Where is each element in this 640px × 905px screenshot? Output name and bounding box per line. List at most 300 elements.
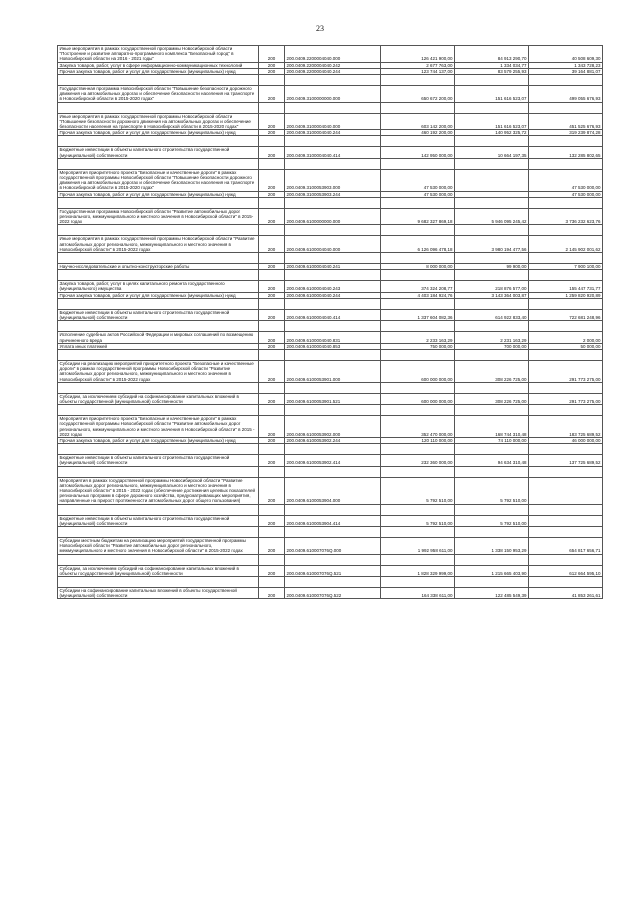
spacer-cell [381, 466, 455, 477]
admin-code-cell: 200 [259, 437, 285, 443]
spacer-cell [58, 75, 259, 86]
table-row [58, 130, 603, 136]
spacer-cell [259, 554, 285, 565]
approved-amount-cell: 1 828 329 999,00 [381, 565, 455, 576]
spacer-cell [381, 554, 455, 565]
classification-code-cell: 200.0409.6100004040.414 [285, 309, 381, 320]
admin-code-cell: 200 [259, 191, 285, 197]
approved-amount-cell: 120 110 000,00 [381, 437, 455, 443]
remaining-amount-cell: 1 343 728,23 [529, 62, 603, 68]
approved-amount-cell: 164 338 611,00 [381, 587, 455, 598]
table-spacer-row [58, 382, 603, 393]
table-spacer-row [58, 349, 603, 360]
executed-amount-cell: 10 664 197,35 [455, 147, 529, 158]
classification-code-cell: 200.0409.6100004040.241 [285, 264, 381, 270]
spacer-cell [381, 504, 455, 515]
spacer-cell [259, 504, 285, 515]
classification-code-cell: 200.0409.3100053903.000 [285, 169, 381, 191]
admin-code-cell: 200 [259, 86, 285, 103]
spacer-cell [259, 136, 285, 147]
expense-name-cell: Уплата иных платежей [58, 343, 259, 349]
spacer-cell [259, 444, 285, 455]
spacer-cell [58, 405, 259, 416]
spacer-cell [529, 349, 603, 360]
classification-code-cell: 200.0409.6100053902.244 [285, 437, 381, 443]
expense-name-cell: Субсидии, за исключением субсидий на софинансирование капитальных вложений в объекты государственной (муниципальной) собственности [58, 565, 259, 576]
table-spacer-row [58, 225, 603, 236]
spacer-cell [381, 382, 455, 393]
expense-name-cell: Прочая закупка товаров, работ и услуг для государственных (муниципальных) нужд [58, 191, 259, 197]
remaining-amount-cell: 291 773 275,00 [529, 393, 603, 404]
spacer-cell [285, 102, 381, 113]
table-row [58, 332, 603, 343]
admin-code-cell: 200 [259, 565, 285, 576]
remaining-amount-cell: 47 530 000,00 [529, 191, 603, 197]
spacer-cell [285, 405, 381, 416]
expense-name-cell: Иные мероприятия в рамках государственной программы Новосибирской области "Построение и развитие аппаратно-программного комплекса "Безопасный город" в Новосибирской области на 2016 - 2021 годы" [58, 46, 259, 63]
spacer-cell [381, 225, 455, 236]
executed-amount-cell: 700 000,00 [455, 343, 529, 349]
classification-code-cell: 200.0409.3100004040.000 [285, 113, 381, 130]
expense-name-cell: Иные мероприятия в рамках государственной программы Новосибирской области "Развитие автомобильных дорог регионального, межмуниципального и местного значения в Новосибирской области" в 2015-2022 годах [58, 236, 259, 253]
spacer-cell [455, 158, 529, 169]
table-row [58, 62, 603, 68]
spacer-cell [259, 158, 285, 169]
table-spacer-row [58, 444, 603, 455]
spacer-cell [58, 382, 259, 393]
spacer-cell [529, 504, 603, 515]
expense-name-cell: Прочая закупка товаров, работ и услуг для государственных (муниципальных) нужд [58, 68, 259, 74]
executed-amount-cell: 94 634 310,48 [455, 455, 529, 466]
spacer-cell [285, 321, 381, 332]
table-row [58, 416, 603, 438]
admin-code-cell: 200 [259, 264, 285, 270]
spacer-cell [285, 136, 381, 147]
spacer-cell [58, 225, 259, 236]
table-row [58, 587, 603, 598]
spacer-cell [259, 576, 285, 587]
spacer-cell [259, 298, 285, 309]
spacer-cell [381, 197, 455, 208]
classification-code-cell: 200.0409.6100004040.853 [285, 343, 381, 349]
remaining-amount-cell: 7 900 100,00 [529, 264, 603, 270]
table-spacer-row [58, 102, 603, 113]
classification-code-cell: 200.0409.6100053904.000 [285, 477, 381, 504]
spacer-cell [455, 253, 529, 264]
executed-amount-cell: 5 946 095 245,42 [455, 208, 529, 225]
approved-amount-cell: 123 744 137,00 [381, 68, 455, 74]
spacer-cell [381, 321, 455, 332]
table-spacer-row [58, 576, 603, 587]
remaining-amount-cell: 47 530 000,00 [529, 169, 603, 191]
approved-amount-cell: 4 403 184 924,76 [381, 292, 455, 298]
expense-name-cell: Прочая закупка товаров, работ и услуг для государственных (муниципальных) нужд [58, 130, 259, 136]
approved-amount-cell: 9 682 327 869,18 [381, 208, 455, 225]
spacer-cell [529, 444, 603, 455]
classification-code-cell: 200.0409.610007076Q.521 [285, 565, 381, 576]
admin-code-cell: 200 [259, 515, 285, 526]
approved-amount-cell: 6 126 096 478,18 [381, 236, 455, 253]
approved-amount-cell: 8 000 000,00 [381, 264, 455, 270]
executed-amount-cell [455, 169, 529, 191]
spacer-cell [455, 349, 529, 360]
table-spacer-row [58, 405, 603, 416]
remaining-amount-cell: 1 259 820 920,89 [529, 292, 603, 298]
remaining-amount-cell: 41 853 261,61 [529, 587, 603, 598]
table-row [58, 477, 603, 504]
spacer-cell [455, 136, 529, 147]
admin-code-cell: 200 [259, 587, 285, 598]
executed-amount-cell: 84 913 290,70 [455, 46, 529, 63]
executed-amount-cell: 2 231 163,29 [455, 332, 529, 343]
classification-code-cell: 200.0409.2200004040.242 [285, 62, 381, 68]
spacer-cell [455, 298, 529, 309]
table-row [58, 86, 603, 103]
expense-name-cell: Прочая закупка товаров, работ и услуг для государственных (муниципальных) нужд [58, 437, 259, 443]
admin-code-cell: 200 [259, 113, 285, 130]
admin-code-cell: 200 [259, 169, 285, 191]
approved-amount-cell: 47 530 000,00 [381, 191, 455, 197]
spacer-cell [285, 526, 381, 537]
admin-code-cell: 200 [259, 236, 285, 253]
spacer-cell [259, 197, 285, 208]
table-spacer-row [58, 504, 603, 515]
spacer-cell [259, 270, 285, 281]
spacer-cell [58, 270, 259, 281]
classification-code-cell: 200.0409.610007076Q.522 [285, 587, 381, 598]
expense-name-cell: Субсидии, за исключением субсидий на софинансирование капитальных вложений в объекты государственной (муниципальной) собственности [58, 393, 259, 404]
table-row [58, 437, 603, 443]
admin-code-cell: 200 [259, 455, 285, 466]
expense-name-cell: Государственная программа Новосибирской области "Развитие автомобильных дорог регионального, межмуниципального и местного значения в Новосибирской области" в 2015-2022 годах [58, 208, 259, 225]
spacer-cell [529, 225, 603, 236]
classification-code-cell: 200.0409.6100004040.243 [285, 281, 381, 292]
page-number: 23 [316, 24, 324, 33]
executed-amount-cell: 308 226 725,00 [455, 360, 529, 382]
admin-code-cell: 200 [259, 393, 285, 404]
remaining-amount-cell: 722 681 248,96 [529, 309, 603, 320]
spacer-cell [381, 298, 455, 309]
spacer-cell [259, 225, 285, 236]
classification-code-cell: 200.0409.3100004040.244 [285, 130, 381, 136]
table-spacer-row [58, 75, 603, 86]
executed-amount-cell: 168 744 310,48 [455, 416, 529, 438]
classification-code-cell: 200.0409.6100004040.000 [285, 236, 381, 253]
spacer-cell [381, 444, 455, 455]
expense-name-cell: Бюджетные инвестиции в объекты капитального строительства государственной (муниципальной) собственности [58, 309, 259, 320]
spacer-cell [58, 444, 259, 455]
spacer-cell [58, 349, 259, 360]
expense-name-cell: Закупка товаров, работ, услуг в сфере информационно-коммуникационных технологий [58, 62, 259, 68]
spacer-cell [259, 349, 285, 360]
expense-name-cell: Бюджетные инвестиции в объекты капитального строительства государственной (муниципальной) собственности [58, 455, 259, 466]
executed-amount-cell: 83 579 255,93 [455, 68, 529, 74]
approved-amount-cell: 750 000,00 [381, 343, 455, 349]
approved-amount-cell: 600 000 000,00 [381, 393, 455, 404]
executed-amount-cell: 1 334 034,77 [455, 62, 529, 68]
spacer-cell [455, 526, 529, 537]
spacer-cell [455, 225, 529, 236]
spacer-cell [285, 444, 381, 455]
spacer-cell [381, 576, 455, 587]
table-row [58, 309, 603, 320]
table-row [58, 236, 603, 253]
remaining-amount-cell: 155 447 731,77 [529, 281, 603, 292]
approved-amount-cell: 460 192 200,00 [381, 130, 455, 136]
spacer-cell [58, 504, 259, 515]
classification-code-cell: 200.0409.3100053903.244 [285, 191, 381, 197]
spacer-cell [285, 466, 381, 477]
spacer-cell [381, 136, 455, 147]
spacer-cell [285, 225, 381, 236]
spacer-cell [58, 526, 259, 537]
table-body [58, 46, 603, 599]
table-row [58, 515, 603, 526]
spacer-cell [529, 576, 603, 587]
spacer-cell [259, 405, 285, 416]
table-spacer-row [58, 298, 603, 309]
spacer-cell [529, 253, 603, 264]
approved-amount-cell: 352 470 000,00 [381, 416, 455, 438]
executed-amount-cell: 140 952 325,72 [455, 130, 529, 136]
executed-amount-cell: 1 338 150 953,29 [455, 537, 529, 554]
expense-name-cell: Исполнение судебных актов Российской Федерации и мировых соглашений по возмещению причиненного вреда [58, 332, 259, 343]
classification-code-cell: 200.0409.6100053901.000 [285, 360, 381, 382]
classification-code-cell: 200.0409.6100004040.244 [285, 292, 381, 298]
classification-code-cell: 200.0409.3100004040.414 [285, 147, 381, 158]
admin-code-cell: 200 [259, 360, 285, 382]
expense-name-cell: Закупка товаров, работ, услуг в целях капитального ремонта государственного (муниципального) имущества [58, 281, 259, 292]
admin-code-cell: 200 [259, 292, 285, 298]
spacer-cell [529, 102, 603, 113]
approved-amount-cell: 47 530 000,00 [381, 169, 455, 191]
classification-code-cell: 200.0409.6100053902.000 [285, 416, 381, 438]
spacer-cell [529, 466, 603, 477]
approved-amount-cell: 1 337 604 082,36 [381, 309, 455, 320]
budget-execution-table [57, 45, 603, 599]
spacer-cell [259, 526, 285, 537]
spacer-cell [529, 382, 603, 393]
spacer-cell [285, 75, 381, 86]
spacer-cell [259, 102, 285, 113]
table-spacer-row [58, 253, 603, 264]
expense-name-cell: Государственная программа Новосибирской области "Повышение безопасности дорожного движения на автомобильных дорогах и обеспечение безопасности населения на транспорте в Новосибирской области в 2015-2020 годах" [58, 86, 259, 103]
table-spacer-row [58, 136, 603, 147]
remaining-amount-cell: 137 725 689,52 [529, 455, 603, 466]
spacer-cell [58, 298, 259, 309]
spacer-cell [381, 526, 455, 537]
spacer-cell [455, 504, 529, 515]
approved-amount-cell: 374 324 208,77 [381, 281, 455, 292]
spacer-cell [58, 253, 259, 264]
spacer-cell [259, 382, 285, 393]
classification-code-cell: 200.0409.3100000000.000 [285, 86, 381, 103]
spacer-cell [381, 405, 455, 416]
approved-amount-cell: 600 000 000,00 [381, 360, 455, 382]
spacer-cell [455, 576, 529, 587]
admin-code-cell: 200 [259, 46, 285, 63]
table-spacer-row [58, 197, 603, 208]
spacer-cell [455, 102, 529, 113]
spacer-cell [529, 270, 603, 281]
remaining-amount-cell: 132 285 802,65 [529, 147, 603, 158]
table-row [58, 264, 603, 270]
remaining-amount-cell: 654 817 656,71 [529, 537, 603, 554]
classification-code-cell: 200.0409.6100000000.000 [285, 208, 381, 225]
spacer-cell [285, 554, 381, 565]
spacer-cell [285, 576, 381, 587]
spacer-cell [58, 466, 259, 477]
remaining-amount-cell: 183 725 689,52 [529, 416, 603, 438]
executed-amount-cell: 122 485 549,39 [455, 587, 529, 598]
admin-code-cell: 200 [259, 208, 285, 225]
spacer-cell [455, 405, 529, 416]
admin-code-cell: 200 [259, 477, 285, 504]
remaining-amount-cell: 50 000,00 [529, 343, 603, 349]
spacer-cell [529, 298, 603, 309]
spacer-cell [455, 75, 529, 86]
table-spacer-row [58, 526, 603, 537]
admin-code-cell: 200 [259, 147, 285, 158]
table-row [58, 292, 603, 298]
classification-code-cell: 200.0409.6100053902.414 [285, 455, 381, 466]
table-row [58, 147, 603, 158]
spacer-cell [529, 136, 603, 147]
approved-amount-cell: 142 950 000,00 [381, 147, 455, 158]
expense-name-cell: Прочая закупка товаров, работ и услуг для государственных (муниципальных) нужд [58, 292, 259, 298]
classification-code-cell: 200.0409.6100053901.521 [285, 393, 381, 404]
admin-code-cell: 200 [259, 416, 285, 438]
expense-name-cell: Мероприятия приоритетного проекта "Безопасные и качественные дороги" в рамках государственной программы Новосибирской области "Развитие автомобильных дорог регионального, межмуниципального и местного значения в Новосибирской области" в 2015 - 2022 годах [58, 416, 259, 438]
spacer-cell [529, 321, 603, 332]
table-row [58, 281, 603, 292]
remaining-amount-cell: 46 000 000,00 [529, 437, 603, 443]
approved-amount-cell: 2 233 163,29 [381, 332, 455, 343]
spacer-cell [58, 158, 259, 169]
admin-code-cell: 200 [259, 281, 285, 292]
spacer-cell [259, 253, 285, 264]
remaining-amount-cell: 2 000,00 [529, 332, 603, 343]
table-spacer-row [58, 554, 603, 565]
classification-code-cell: 200.0409.6100004040.831 [285, 332, 381, 343]
table-row [58, 113, 603, 130]
expense-name-cell: Мероприятия в рамках государственной программы Новосибирской области "Развитие автомобильных дорог регионального, межмуниципального и местного значения в Новосибирской области" в 2015 - 2022 годах (обеспечение достижения целевых показателей региональных программ в сфере дорожного хозяйства, предусматривающих мероприятия, направленные на прирост протяженности автомобильных дорог общего пользования) [58, 477, 259, 504]
table-spacer-row [58, 321, 603, 332]
expense-name-cell: Бюджетные инвестиции в объекты капитального строительства государственной (муниципальной) собственности [58, 147, 259, 158]
spacer-cell [529, 405, 603, 416]
spacer-cell [285, 197, 381, 208]
remaining-amount-cell [529, 515, 603, 526]
approved-amount-cell: 1 992 958 611,00 [381, 537, 455, 554]
spacer-cell [381, 270, 455, 281]
table-row [58, 565, 603, 576]
remaining-amount-cell: 40 508 609,30 [529, 46, 603, 63]
spacer-cell [285, 270, 381, 281]
approved-amount-cell: 2 677 763,00 [381, 62, 455, 68]
table-spacer-row [58, 158, 603, 169]
admin-code-cell: 200 [259, 332, 285, 343]
remaining-amount-cell: 319 239 874,28 [529, 130, 603, 136]
admin-code-cell: 200 [259, 130, 285, 136]
expense-name-cell: Мероприятия приоритетного проекта "Безопасные и качественные дороги" в рамках государственной программы Новосибирской области "Повышение безопасности дорожного движения на автомобильных дорогах и обеспечение безопасности населения на транспорте в Новосибирской области в 2015-2020 годах" [58, 169, 259, 191]
spacer-cell [285, 349, 381, 360]
spacer-cell [285, 298, 381, 309]
spacer-cell [529, 554, 603, 565]
remaining-amount-cell: 3 736 232 623,76 [529, 208, 603, 225]
approved-amount-cell: 5 792 510,00 [381, 515, 455, 526]
spacer-cell [58, 321, 259, 332]
approved-amount-cell: 232 360 000,00 [381, 455, 455, 466]
spacer-cell [455, 321, 529, 332]
table-row [58, 537, 603, 554]
expense-name-cell: Иные мероприятия в рамках государственной программы Новосибирской области "Повышение безопасности дорожного движения на автомобильных дорогах и обеспечение безопасности населения на транспорте в Новосибирской области в 2015-2020 годах" [58, 113, 259, 130]
spacer-cell [381, 349, 455, 360]
expense-name-cell: Субсидии местным бюджетам на реализацию мероприятий государственной программы Новосибирской области "Развитие автомобильных дорог регионального, межмуниципального и местного значения в Новосибирской области" в 2015-2022 годах [58, 537, 259, 554]
executed-amount-cell: 5 792 510,00 [455, 515, 529, 526]
spacer-cell [259, 75, 285, 86]
spacer-cell [285, 504, 381, 515]
executed-amount-cell: 308 226 725,00 [455, 393, 529, 404]
spacer-cell [529, 526, 603, 537]
table-row [58, 208, 603, 225]
executed-amount-cell: 151 616 523,07 [455, 113, 529, 130]
spacer-cell [381, 158, 455, 169]
executed-amount-cell: 74 110 000,00 [455, 437, 529, 443]
spacer-cell [285, 382, 381, 393]
spacer-cell [58, 102, 259, 113]
executed-amount-cell: 151 616 523,07 [455, 86, 529, 103]
remaining-amount-cell: 2 145 902 001,62 [529, 236, 603, 253]
executed-amount-cell: 218 876 577,00 [455, 281, 529, 292]
classification-code-cell: 200.0409.610007076Q.000 [285, 537, 381, 554]
classification-code-cell: 200.0409.6100053904.414 [285, 515, 381, 526]
classification-code-cell: 200.0409.2200004040.244 [285, 68, 381, 74]
table-spacer-row [58, 466, 603, 477]
table-row [58, 393, 603, 404]
spacer-cell [381, 102, 455, 113]
admin-code-cell: 200 [259, 68, 285, 74]
spacer-cell [259, 466, 285, 477]
executed-amount-cell: 1 215 665 403,90 [455, 565, 529, 576]
spacer-cell [58, 136, 259, 147]
spacer-cell [259, 321, 285, 332]
executed-amount-cell: 3 143 364 003,87 [455, 292, 529, 298]
classification-code-cell: 200.0409.2200004040.000 [285, 46, 381, 63]
remaining-amount-cell: 499 055 676,93 [529, 86, 603, 103]
table-row [58, 169, 603, 191]
remaining-amount-cell: 612 664 595,10 [529, 565, 603, 576]
executed-amount-cell: 99 900,00 [455, 264, 529, 270]
expense-name-cell: Бюджетные инвестиции в объекты капитального строительства государственной (муниципальной) собственности [58, 515, 259, 526]
spacer-cell [381, 75, 455, 86]
admin-code-cell: 200 [259, 343, 285, 349]
remaining-amount-cell: 39 164 881,07 [529, 68, 603, 74]
spacer-cell [529, 75, 603, 86]
table-row [58, 455, 603, 466]
remaining-amount-cell: 291 773 275,00 [529, 360, 603, 382]
expense-name-cell: Субсидии на софинансирование капитальных вложений в объекты государственной (муниципальной) собственности [58, 587, 259, 598]
table-row [58, 46, 603, 63]
spacer-cell [58, 554, 259, 565]
executed-amount-cell: 5 792 510,00 [455, 477, 529, 504]
spacer-cell [285, 253, 381, 264]
spacer-cell [381, 253, 455, 264]
spacer-cell [529, 197, 603, 208]
executed-amount-cell: 3 980 194 477,56 [455, 236, 529, 253]
table-row [58, 68, 603, 74]
expense-name-cell: Научно-исследовательские и опытно-конструкторские работы [58, 264, 259, 270]
table-spacer-row [58, 270, 603, 281]
